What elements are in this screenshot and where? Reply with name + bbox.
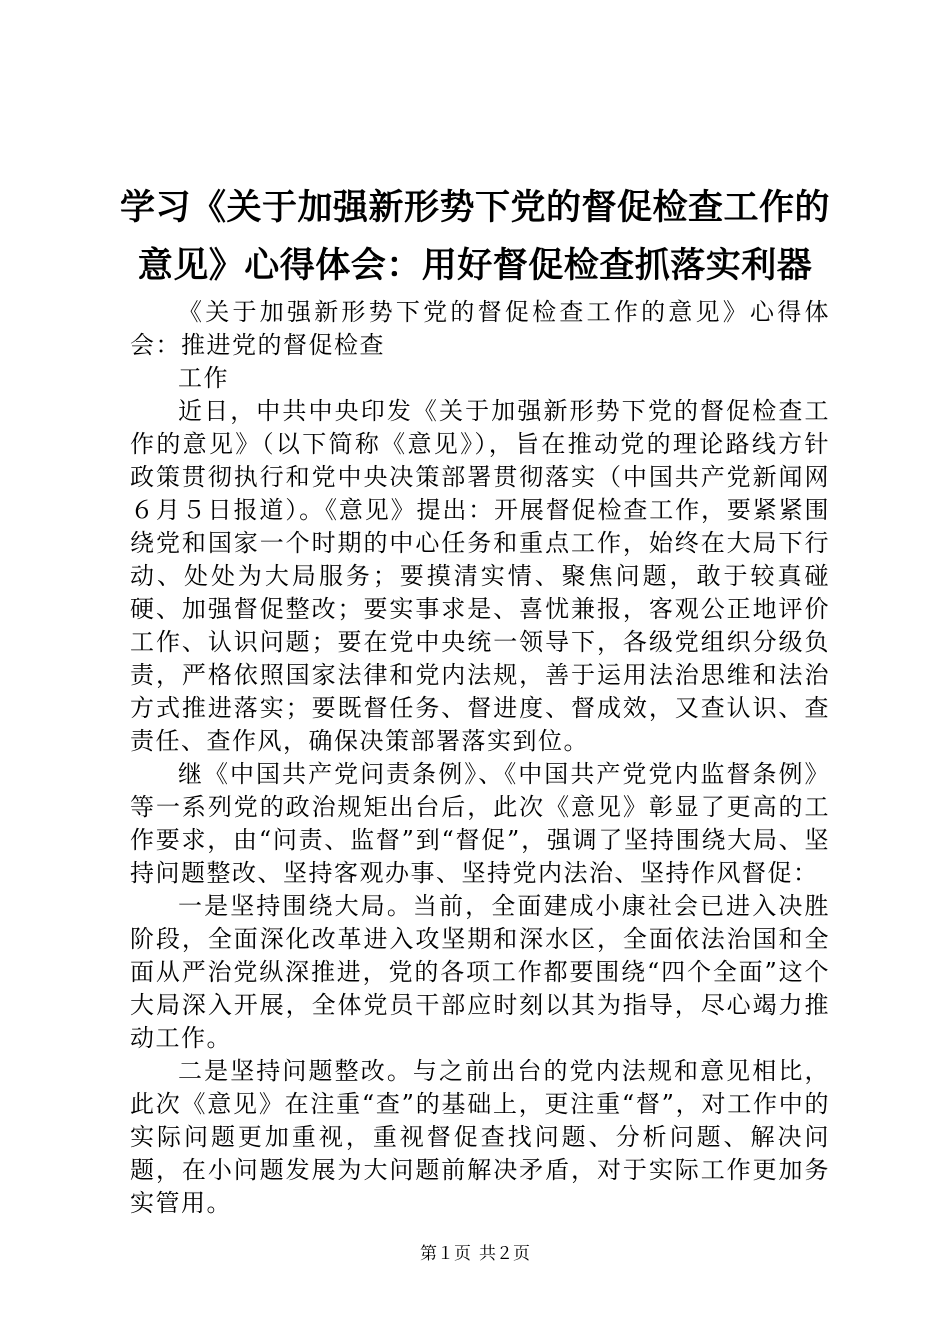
page-total: 共２页 [479, 1244, 530, 1264]
paragraph-point-two: 二是坚持问题整改。与之前出台的党内法规和意见相比，此次《意见》在注重“查”的基础上，更注重“督”，对工作中的实际问题更加重视，重视督促查找问题、分析问题、解决问题，在小问题发展为大问题前解决矛盾，对于实际工作更加务实管用。 [130, 1057, 830, 1217]
document-title-line-1: 学习《关于加强新形势下党的督促检查工作的 [120, 187, 831, 228]
page-number: 第１页 [420, 1244, 471, 1264]
paragraph-intro: 近日，中共中央印发《关于加强新形势下党的督促检查工作的意见》（以下简称《意见》），旨在推动党的理论路线方针政策贯彻执行和党中央决策部署贯彻落实（中国共产党新闻网６月５日报道）。《意见》提出：开展督促检查工作，要紧紧围绕党和国家一个时期的中心任务和重点工作，始终在大局下行动、处处为大局服务；要摸清实情、聚焦问题，敢于较真碰硬、加强督促整改；要实事求是、喜忧兼报，客观公正地评价工作、认识问题；要在党中央统一领导下，各级党组织分级负责，严格依照国家法律和党内法规，善于运用法治思维和法治方式推进落实；要既督任务、督进度、督成效，又查认识、查责任、查作风，确保决策部署落实到位。 [130, 397, 830, 755]
page-footer [0, 1244, 950, 1264]
paragraph-background: 继《中国共产党问责条例》、《中国共产党党内监督条例》等一系列党的政治规矩出台后，此次《意见》彰显了更高的工作要求，由“问责、监督”到“督促”，强调了坚持围绕大局、坚持问题整改、坚持客观办事、坚持党内法治、坚持作风督促： [130, 760, 830, 887]
paragraph-point-one: 一是坚持围绕大局。当前，全面建成小康社会已进入决胜阶段，全面深化改革进入攻坚期和深水区，全面依法治国和全面从严治党纵深推进，党的各项工作都要围绕“四个全面”这个大局深入开展，全体党员干部应时刻以其为指导，尽心竭力推动工作。 [130, 892, 830, 1052]
paragraph-subtitle: 《关于加强新形势下党的督促检查工作的意见》心得体会：推进党的督促检查 [130, 298, 830, 359]
paragraph-subtitle-continued: 工作 [178, 364, 229, 392]
document-title-line-2: 意见》心得体会：用好督促检查抓落实利器 [137, 245, 813, 286]
document-body [130, 296, 830, 1220]
